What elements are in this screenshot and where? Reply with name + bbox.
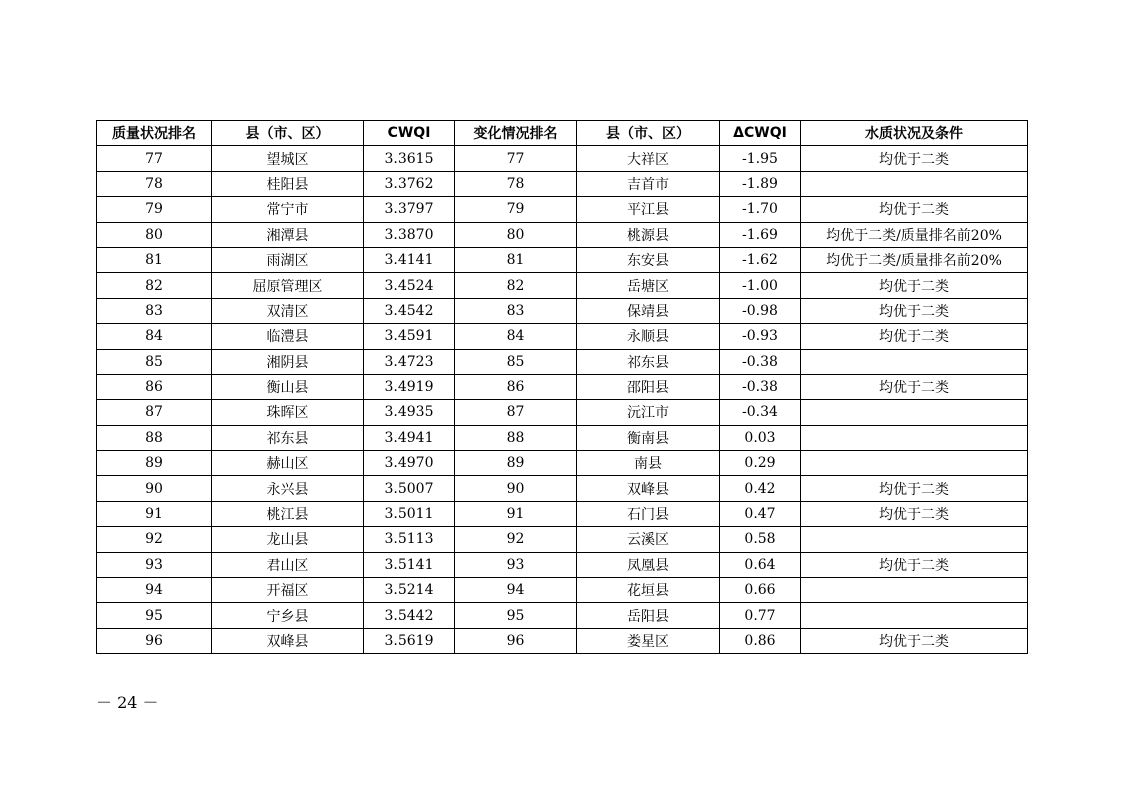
cwqi-cell: 3.4723 <box>364 349 455 374</box>
quality-rank-cell: 95 <box>97 603 212 628</box>
table-row <box>97 501 1028 526</box>
water-condition-cell <box>801 425 1028 450</box>
header-quality-rank: 质量状况排名 <box>97 121 212 146</box>
table-header-row <box>97 121 1028 146</box>
table-row <box>97 222 1028 247</box>
water-condition-cell: 均优于二类 <box>801 628 1028 653</box>
county-cell: 屈原管理区 <box>212 273 364 298</box>
quality-rank-cell: 80 <box>97 222 212 247</box>
delta-cwqi-cell: -1.70 <box>720 197 801 222</box>
delta-cwqi-cell: 0.64 <box>720 552 801 577</box>
county-change-cell: 祁东县 <box>577 349 720 374</box>
water-condition-cell <box>801 603 1028 628</box>
county-change-cell: 大祥区 <box>577 146 720 171</box>
table-row <box>97 349 1028 374</box>
county-change-cell: 凤凰县 <box>577 552 720 577</box>
quality-rank-cell: 96 <box>97 628 212 653</box>
table-row <box>97 171 1028 196</box>
header-county-change: 县（市、区） <box>577 121 720 146</box>
water-condition-cell: 均优于二类 <box>801 273 1028 298</box>
table-row <box>97 603 1028 628</box>
county-change-cell: 花垣县 <box>577 578 720 603</box>
water-quality-table <box>96 120 1028 654</box>
cwqi-cell: 3.4141 <box>364 247 455 272</box>
quality-rank-cell: 85 <box>97 349 212 374</box>
quality-rank-cell: 88 <box>97 425 212 450</box>
county-cell: 桂阳县 <box>212 171 364 196</box>
table-body <box>97 146 1028 654</box>
change-rank-cell: 95 <box>455 603 577 628</box>
delta-cwqi-cell: -0.98 <box>720 298 801 323</box>
county-cell: 永兴县 <box>212 476 364 501</box>
header-water-condition: 水质状况及条件 <box>801 121 1028 146</box>
change-rank-cell: 82 <box>455 273 577 298</box>
county-cell: 雨湖区 <box>212 247 364 272</box>
county-change-cell: 南县 <box>577 451 720 476</box>
change-rank-cell: 92 <box>455 527 577 552</box>
delta-cwqi-cell: 0.42 <box>720 476 801 501</box>
change-rank-cell: 96 <box>455 628 577 653</box>
quality-rank-cell: 90 <box>97 476 212 501</box>
water-condition-cell: 均优于二类/质量排名前20% <box>801 247 1028 272</box>
quality-rank-cell: 86 <box>97 374 212 399</box>
water-condition-cell <box>801 400 1028 425</box>
cwqi-cell: 3.5113 <box>364 527 455 552</box>
water-condition-cell <box>801 578 1028 603</box>
county-change-cell: 东安县 <box>577 247 720 272</box>
table-row <box>97 197 1028 222</box>
header-delta-cwqi: ΔCWQI <box>720 121 801 146</box>
table-row <box>97 628 1028 653</box>
quality-rank-cell: 78 <box>97 171 212 196</box>
delta-cwqi-cell: 0.29 <box>720 451 801 476</box>
table-row <box>97 374 1028 399</box>
header-county-quality: 县（市、区） <box>212 121 364 146</box>
delta-cwqi-cell: -1.95 <box>720 146 801 171</box>
quality-rank-cell: 82 <box>97 273 212 298</box>
table-row <box>97 247 1028 272</box>
delta-cwqi-cell: -0.38 <box>720 349 801 374</box>
water-condition-cell: 均优于二类 <box>801 324 1028 349</box>
delta-cwqi-cell: -0.38 <box>720 374 801 399</box>
table-row <box>97 527 1028 552</box>
water-condition-cell: 均优于二类 <box>801 298 1028 323</box>
county-change-cell: 岳塘区 <box>577 273 720 298</box>
change-rank-cell: 93 <box>455 552 577 577</box>
county-change-cell: 云溪区 <box>577 527 720 552</box>
water-condition-cell <box>801 349 1028 374</box>
cwqi-cell: 3.5214 <box>364 578 455 603</box>
county-cell: 珠晖区 <box>212 400 364 425</box>
cwqi-cell: 3.4591 <box>364 324 455 349</box>
quality-rank-cell: 87 <box>97 400 212 425</box>
county-cell: 望城区 <box>212 146 364 171</box>
water-condition-cell: 均优于二类 <box>801 374 1028 399</box>
delta-cwqi-cell: -1.62 <box>720 247 801 272</box>
table-row <box>97 324 1028 349</box>
delta-cwqi-cell: -0.34 <box>720 400 801 425</box>
quality-rank-cell: 89 <box>97 451 212 476</box>
county-cell: 临澧县 <box>212 324 364 349</box>
quality-rank-cell: 79 <box>97 197 212 222</box>
table-row <box>97 578 1028 603</box>
water-condition-cell: 均优于二类 <box>801 552 1028 577</box>
change-rank-cell: 89 <box>455 451 577 476</box>
water-condition-cell: 均优于二类/质量排名前20% <box>801 222 1028 247</box>
change-rank-cell: 80 <box>455 222 577 247</box>
county-change-cell: 邵阳县 <box>577 374 720 399</box>
change-rank-cell: 78 <box>455 171 577 196</box>
cwqi-cell: 3.3870 <box>364 222 455 247</box>
header-change-rank: 变化情况排名 <box>455 121 577 146</box>
county-change-cell: 娄星区 <box>577 628 720 653</box>
county-cell: 湘阴县 <box>212 349 364 374</box>
change-rank-cell: 90 <box>455 476 577 501</box>
delta-cwqi-cell: 0.77 <box>720 603 801 628</box>
change-rank-cell: 84 <box>455 324 577 349</box>
cwqi-cell: 3.4941 <box>364 425 455 450</box>
change-rank-cell: 86 <box>455 374 577 399</box>
delta-cwqi-cell: 0.86 <box>720 628 801 653</box>
table-row <box>97 298 1028 323</box>
county-cell: 宁乡县 <box>212 603 364 628</box>
change-rank-cell: 83 <box>455 298 577 323</box>
cwqi-cell: 3.3762 <box>364 171 455 196</box>
table-row <box>97 451 1028 476</box>
cwqi-cell: 3.4970 <box>364 451 455 476</box>
county-change-cell: 衡南县 <box>577 425 720 450</box>
cwqi-cell: 3.3797 <box>364 197 455 222</box>
county-change-cell: 双峰县 <box>577 476 720 501</box>
water-condition-cell: 均优于二类 <box>801 146 1028 171</box>
delta-cwqi-cell: 0.66 <box>720 578 801 603</box>
table-row <box>97 400 1028 425</box>
table-row <box>97 273 1028 298</box>
county-cell: 龙山县 <box>212 527 364 552</box>
quality-rank-cell: 91 <box>97 501 212 526</box>
cwqi-cell: 3.5141 <box>364 552 455 577</box>
county-cell: 衡山县 <box>212 374 364 399</box>
water-condition-cell: 均优于二类 <box>801 197 1028 222</box>
quality-rank-cell: 92 <box>97 527 212 552</box>
cwqi-cell: 3.3615 <box>364 146 455 171</box>
county-change-cell: 永顺县 <box>577 324 720 349</box>
county-cell: 双峰县 <box>212 628 364 653</box>
cwqi-cell: 3.4919 <box>364 374 455 399</box>
county-change-cell: 石门县 <box>577 501 720 526</box>
cwqi-cell: 3.4935 <box>364 400 455 425</box>
delta-cwqi-cell: 0.58 <box>720 527 801 552</box>
change-rank-cell: 94 <box>455 578 577 603</box>
table-row <box>97 552 1028 577</box>
cwqi-cell: 3.5442 <box>364 603 455 628</box>
water-condition-cell <box>801 171 1028 196</box>
quality-rank-cell: 94 <box>97 578 212 603</box>
water-condition-cell: 均优于二类 <box>801 501 1028 526</box>
cwqi-cell: 3.5011 <box>364 501 455 526</box>
county-cell: 祁东县 <box>212 425 364 450</box>
county-cell: 赫山区 <box>212 451 364 476</box>
delta-cwqi-cell: 0.03 <box>720 425 801 450</box>
county-change-cell: 保靖县 <box>577 298 720 323</box>
county-change-cell: 吉首市 <box>577 171 720 196</box>
county-cell: 君山区 <box>212 552 364 577</box>
change-rank-cell: 77 <box>455 146 577 171</box>
county-change-cell: 沅江市 <box>577 400 720 425</box>
quality-rank-cell: 77 <box>97 146 212 171</box>
quality-rank-cell: 83 <box>97 298 212 323</box>
header-cwqi: CWQI <box>364 121 455 146</box>
table-row <box>97 146 1028 171</box>
water-condition-cell: 均优于二类 <box>801 476 1028 501</box>
change-rank-cell: 87 <box>455 400 577 425</box>
cwqi-cell: 3.4524 <box>364 273 455 298</box>
county-change-cell: 桃源县 <box>577 222 720 247</box>
quality-rank-cell: 81 <box>97 247 212 272</box>
delta-cwqi-cell: -1.00 <box>720 273 801 298</box>
county-cell: 开福区 <box>212 578 364 603</box>
cwqi-cell: 3.5007 <box>364 476 455 501</box>
table-row <box>97 425 1028 450</box>
delta-cwqi-cell: -1.89 <box>720 171 801 196</box>
county-cell: 双清区 <box>212 298 364 323</box>
county-change-cell: 平江县 <box>577 197 720 222</box>
county-change-cell: 岳阳县 <box>577 603 720 628</box>
delta-cwqi-cell: 0.47 <box>720 501 801 526</box>
delta-cwqi-cell: -0.93 <box>720 324 801 349</box>
quality-rank-cell: 84 <box>97 324 212 349</box>
quality-rank-cell: 93 <box>97 552 212 577</box>
page-number: － 24 － <box>96 693 159 712</box>
change-rank-cell: 88 <box>455 425 577 450</box>
change-rank-cell: 81 <box>455 247 577 272</box>
change-rank-cell: 85 <box>455 349 577 374</box>
change-rank-cell: 91 <box>455 501 577 526</box>
water-condition-cell <box>801 451 1028 476</box>
water-condition-cell <box>801 527 1028 552</box>
cwqi-cell: 3.4542 <box>364 298 455 323</box>
delta-cwqi-cell: -1.69 <box>720 222 801 247</box>
table-row <box>97 476 1028 501</box>
county-cell: 常宁市 <box>212 197 364 222</box>
county-cell: 桃江县 <box>212 501 364 526</box>
county-cell: 湘潭县 <box>212 222 364 247</box>
cwqi-cell: 3.5619 <box>364 628 455 653</box>
change-rank-cell: 79 <box>455 197 577 222</box>
